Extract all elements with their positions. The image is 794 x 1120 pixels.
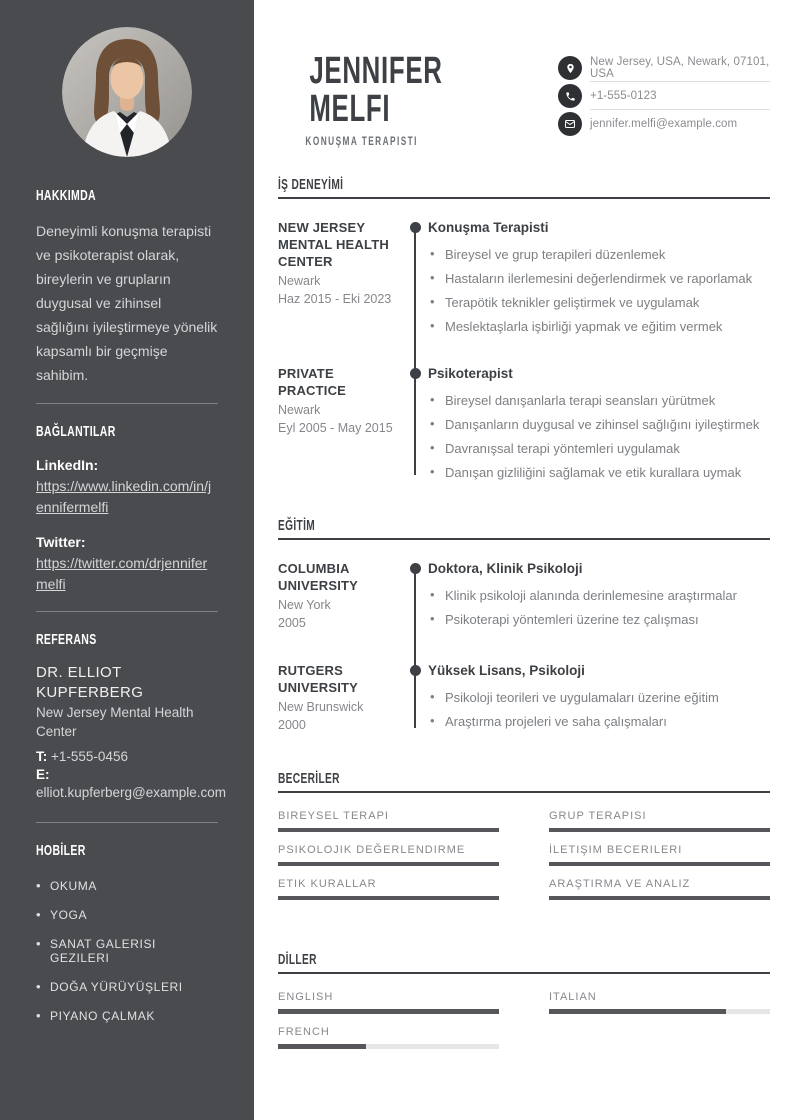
experience-entry-meta <box>278 219 415 335</box>
experience-bullets <box>428 246 770 335</box>
education-entry-meta <box>278 560 415 632</box>
skill-bar-fill <box>549 896 770 900</box>
last-name: MELFI <box>309 88 391 130</box>
profile-photo-illustration <box>62 27 192 157</box>
email-icon <box>558 112 582 136</box>
bullet-item: • Psikoterapi yöntemleri üzerine tez çalışması <box>428 611 770 628</box>
hobbies-section <box>36 842 218 1023</box>
skill-name: ARAŞTIRMA VE ANALIZ <box>549 878 691 890</box>
bullet-item: • Davranışsal terapi yöntemleri uygulamak <box>428 440 770 457</box>
skill-item <box>549 810 770 832</box>
social-link-label: LinkedIn: <box>36 457 99 473</box>
experience-company: NEW JERSEY MENTAL HEALTH CENTER <box>278 220 389 269</box>
experience-heading: İŞ DENEYİMİ <box>278 177 344 193</box>
education-dates: 2005 <box>278 616 306 630</box>
hobby-item: • DOĞA YÜRÜYÜŞLERI <box>36 980 218 994</box>
language-bar-track <box>278 1044 499 1049</box>
sidebar-divider <box>36 822 218 823</box>
language-item <box>278 991 499 1014</box>
contact-location-wrap <box>590 54 770 82</box>
education-location: New Brunswick <box>278 700 364 714</box>
section-rule <box>278 791 770 793</box>
experience-entry-meta <box>278 365 415 481</box>
bullet-item: • Danışan gizliliğini sağlamak ve etik kurallara uymak <box>428 464 770 481</box>
education-degree: Doktora, Klinik Psikoloji <box>428 561 583 576</box>
reference-organization: New Jersey Mental Health Center <box>36 705 194 739</box>
reference-email-value: elliot.kupferberg@example.com <box>36 785 227 800</box>
hobby-item: • YOGA <box>36 908 218 922</box>
experience-location: Newark <box>278 274 321 288</box>
experience-entry-body <box>415 365 770 481</box>
phone-icon <box>558 84 582 108</box>
reference-email <box>36 766 227 802</box>
skill-bar-track <box>278 896 499 900</box>
bullet-item: • Meslektaşlarla işbirliği yapmak ve eğitim vermek <box>428 318 770 335</box>
language-name: ENGLISH <box>278 991 334 1003</box>
education-location: New York <box>278 598 331 612</box>
contact-block <box>558 54 770 138</box>
bullet-item: • Bireysel danışanlarla terapi seansları yürütmek <box>428 392 770 409</box>
hobbies-heading: HOBİLER <box>36 842 86 859</box>
social-link-item <box>36 532 218 595</box>
skill-bar-track <box>549 828 770 832</box>
contact-row-email <box>558 110 770 138</box>
education-school: COLUMBIA UNIVERSITY <box>278 561 359 593</box>
experience-entry-body <box>415 219 770 335</box>
reference-phone-value: +1-555-0456 <box>51 749 128 764</box>
section-rule <box>278 197 770 199</box>
experience-dates: Haz 2015 - Eki 2023 <box>278 292 392 306</box>
education-entry <box>278 662 770 734</box>
bullet-item: • Danışanların duygusal ve zihinsel sağlığını iyileştirmek <box>428 416 770 433</box>
skill-name: İLETIŞIM BECERILERI <box>549 844 683 856</box>
social-link-item <box>36 455 218 518</box>
links-section <box>36 423 218 595</box>
language-name: FRENCH <box>278 1026 330 1038</box>
contact-row-location <box>558 54 770 82</box>
profile-photo <box>62 27 192 157</box>
resume-header <box>278 52 770 148</box>
education-bullets <box>428 587 770 628</box>
skill-bar-fill <box>549 862 770 866</box>
education-entry-meta <box>278 662 415 734</box>
languages-heading: DİLLER <box>278 952 317 968</box>
experience-role: Konuşma Terapisti <box>428 220 549 235</box>
education-entry <box>278 560 770 632</box>
experience-location: Newark <box>278 403 321 417</box>
section-rule <box>278 972 770 974</box>
education-entry-body <box>415 560 770 632</box>
language-bar-fill <box>278 1009 499 1014</box>
skills-heading: BECERİLER <box>278 771 340 787</box>
skill-item <box>278 844 499 866</box>
reference-email-label: E: <box>36 767 50 782</box>
bullet-item: • Hastaların ilerlemesini değerlendirmek ve raporlamak <box>428 270 770 287</box>
experience-bullets <box>428 392 770 481</box>
bullet-item: • Psikoloji teorileri ve uygulamaları üzerine eğitim <box>428 689 770 706</box>
about-text: Deneyimli konuşma terapisti ve psikoterapist olarak, bireylerin ve grupların duygusal ve zihinsel sağlığını iyileştirmeye yönelik kapsamlı bir geçmişe sahibim. <box>36 223 218 383</box>
skill-name: PSIKOLOJIK DEĞERLENDIRME <box>278 844 466 856</box>
language-bar-track <box>549 1009 770 1014</box>
hobby-item: • OKUMA <box>36 879 218 893</box>
job-title: KONUŞMA TERAPISTI <box>305 136 418 148</box>
skill-bar-track <box>278 828 499 832</box>
contact-email: jennifer.melfi@example.com <box>590 118 738 130</box>
skill-item <box>549 844 770 866</box>
languages-section <box>278 952 770 1049</box>
skill-bar-track <box>278 862 499 866</box>
reference-heading: REFERANS <box>36 631 97 648</box>
skill-bar-fill <box>278 896 499 900</box>
education-entry-body <box>415 662 770 734</box>
section-rule <box>278 538 770 540</box>
skills-section <box>278 771 770 900</box>
skill-item <box>278 810 499 832</box>
reference-phone-label: T: <box>36 749 48 764</box>
bullet-item: • Araştırma projeleri ve saha çalışmaları <box>428 713 770 730</box>
skill-bar-fill <box>549 828 770 832</box>
education-dates: 2000 <box>278 718 306 732</box>
links-heading: BAĞLANTILAR <box>36 423 116 440</box>
sidebar-divider <box>36 611 218 612</box>
education-heading: EĞİTİM <box>278 518 316 534</box>
social-link-url[interactable]: https://www.linkedin.com/in/jennifermelfi <box>36 478 212 515</box>
experience-entry <box>278 365 770 481</box>
hobby-item: • PIYANO ÇALMAK <box>36 1009 218 1023</box>
bullet-item: • Klinik psikoloji alanında derinlemesine araştırmalar <box>428 587 770 604</box>
language-name: ITALIAN <box>549 991 597 1003</box>
language-item <box>278 1026 499 1049</box>
contact-location: New Jersey, USA, Newark, 07101, USA <box>590 55 770 80</box>
location-icon <box>558 56 582 80</box>
contact-row-phone <box>558 82 770 110</box>
reference-phone <box>36 748 218 766</box>
reference-section <box>36 631 227 802</box>
education-school: RUTGERS UNIVERSITY <box>278 663 359 695</box>
contact-phone-wrap <box>590 82 770 110</box>
language-item <box>549 991 770 1014</box>
main-content <box>254 0 794 1120</box>
language-bar-fill <box>549 1009 726 1014</box>
bullet-item: • Terapötik teknikler geliştirmek ve uygulamak <box>428 294 770 311</box>
skill-name: BIREYSEL TERAPI <box>278 810 389 822</box>
contact-phone: +1-555-0123 <box>590 89 657 102</box>
skill-bar-track <box>549 862 770 866</box>
education-degree: Yüksek Lisans, Psikoloji <box>428 663 585 678</box>
sidebar <box>0 0 254 1120</box>
language-bar-fill <box>278 1044 366 1049</box>
name-block <box>278 52 474 148</box>
about-heading: HAKKIMDA <box>36 187 96 204</box>
skill-bar-fill <box>278 862 499 866</box>
skill-item <box>278 878 499 900</box>
experience-section <box>278 177 770 481</box>
social-link-url[interactable]: https://twitter.com/drjennifermelfi <box>36 555 208 592</box>
education-section <box>278 518 770 734</box>
skill-item <box>549 878 770 900</box>
reference-name: DR. ELLIOT KUPFERBERG <box>36 664 144 701</box>
skill-name: ETIK KURALLAR <box>278 878 377 890</box>
education-bullets <box>428 689 770 730</box>
language-bar-track <box>278 1009 499 1014</box>
experience-dates: Eyl 2005 - May 2015 <box>278 421 393 435</box>
hobby-item: • SANAT GALERISI GEZILERI <box>36 937 218 965</box>
experience-role: Psikoterapist <box>428 366 513 381</box>
skill-bar-track <box>549 896 770 900</box>
experience-entry <box>278 219 770 335</box>
bullet-item: • Bireysel ve grup terapileri düzenlemek <box>428 246 770 263</box>
skill-bar-fill <box>278 828 499 832</box>
about-section <box>36 187 218 387</box>
sidebar-divider <box>36 403 218 404</box>
first-name: JENNIFER <box>309 50 443 92</box>
social-link-label: Twitter: <box>36 534 86 550</box>
experience-company: PRIVATE PRACTICE <box>278 366 347 398</box>
contact-email-wrap <box>590 110 770 138</box>
skill-name: GRUP TERAPISI <box>549 810 647 822</box>
